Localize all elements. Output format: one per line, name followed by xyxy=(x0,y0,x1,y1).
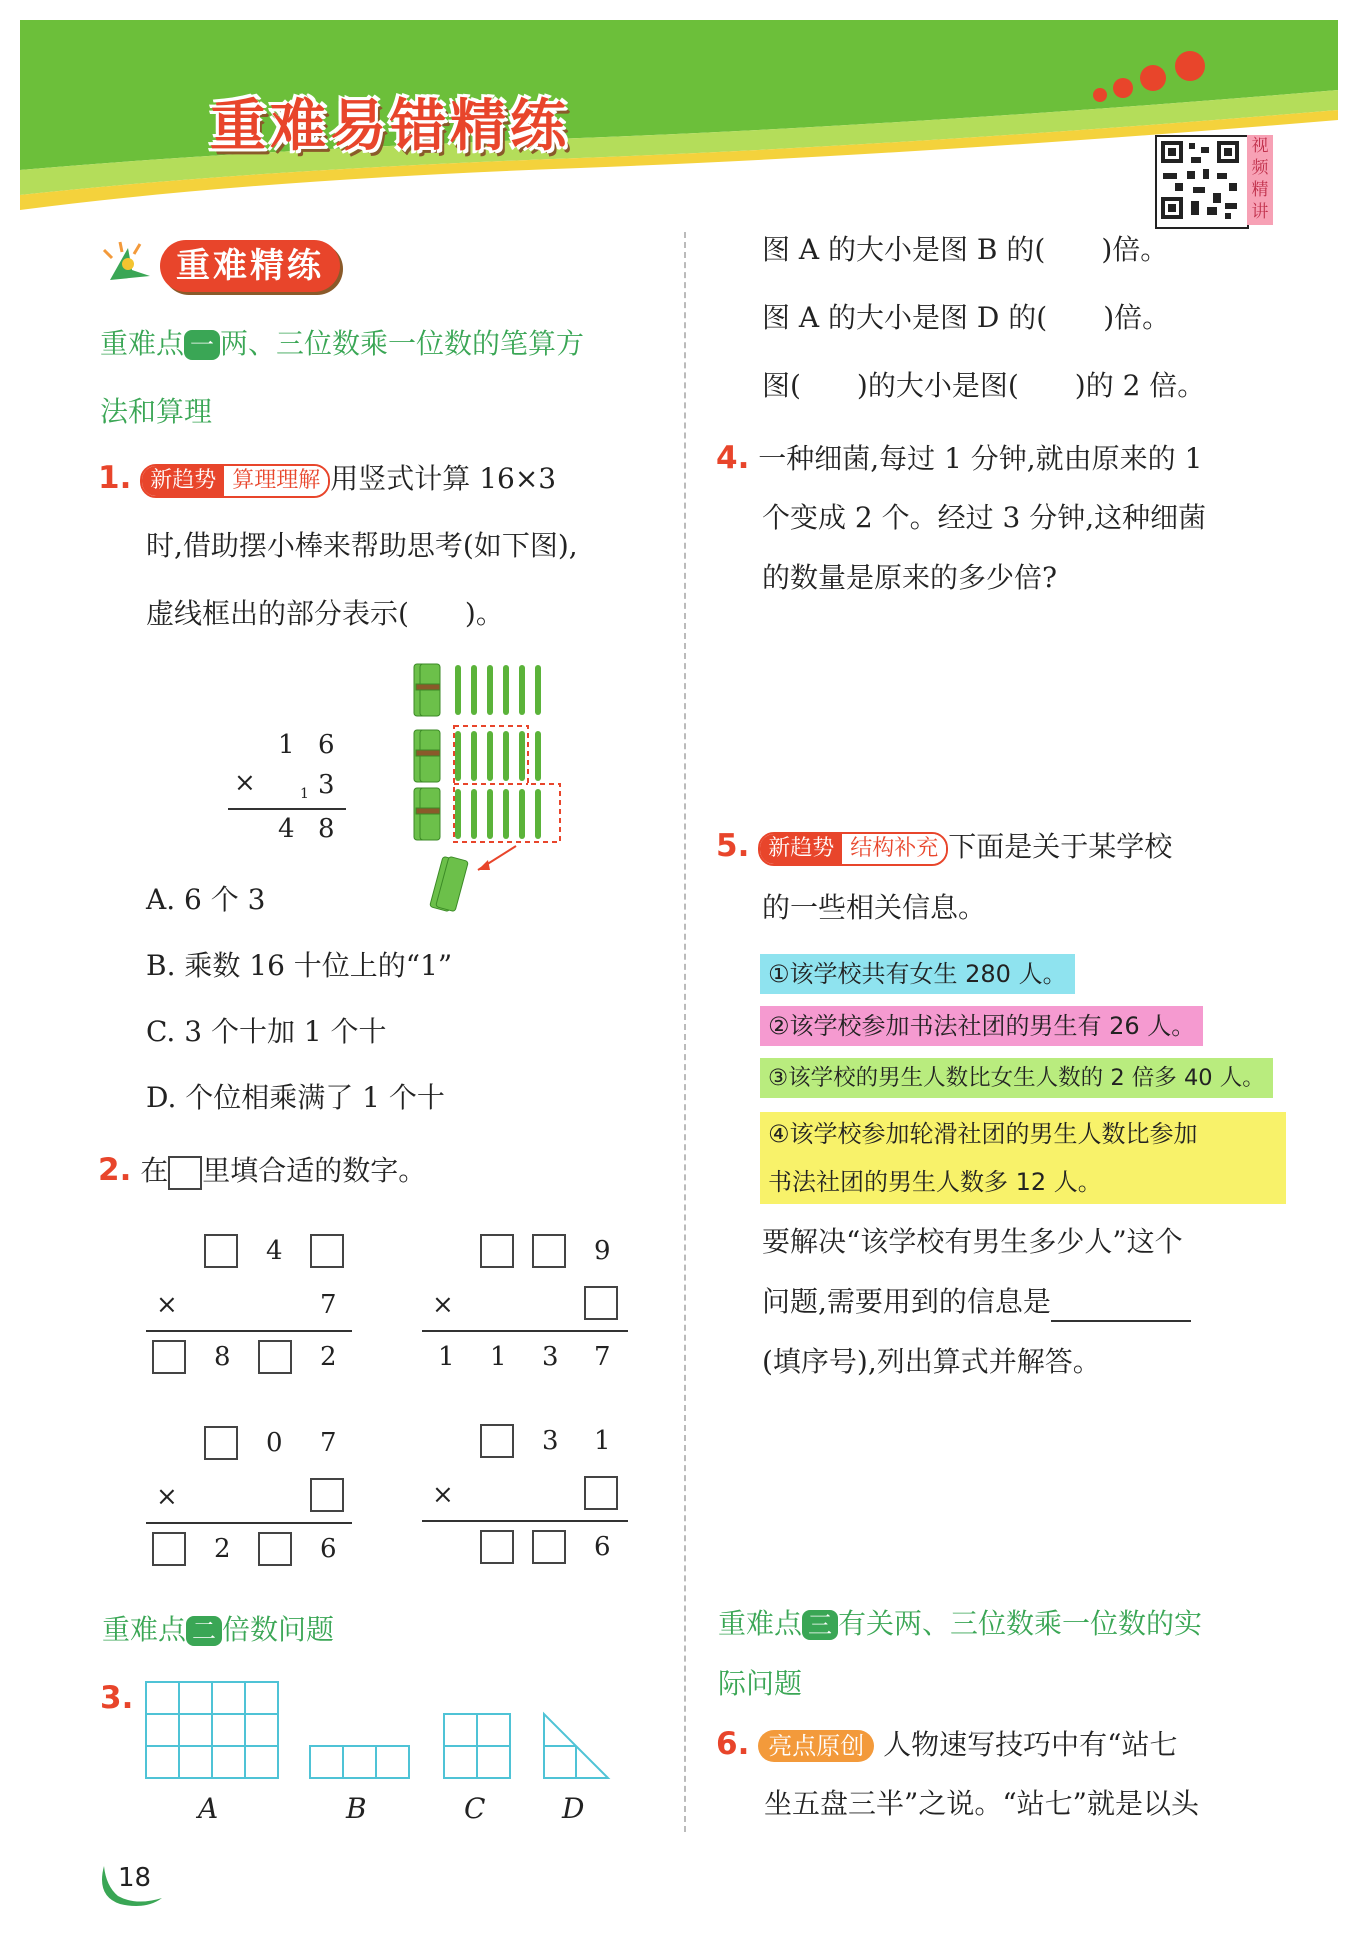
q2-prompt: 2. 在 里填合适的数字。 xyxy=(98,1152,427,1188)
sparkle-logo-icon xyxy=(100,240,156,292)
q1-option-d[interactable]: D. 个位相乘满了 1 个十 xyxy=(146,1081,445,1114)
blank-box[interactable] xyxy=(152,1532,186,1566)
section-badge: 重难精练 xyxy=(160,240,340,292)
blank-box[interactable] xyxy=(480,1234,514,1268)
topic1-number-badge: 一 xyxy=(184,330,220,360)
q4-line3: 的数量是原来的多少倍? xyxy=(762,561,1058,594)
q6-tag: 亮点原创 xyxy=(758,1730,874,1762)
q3-line2: 图 A 的大小是图 D 的( )倍。 xyxy=(762,301,1171,334)
blank-box[interactable] xyxy=(310,1234,344,1268)
page-number: 18 xyxy=(118,1863,152,1893)
q5-ask3: (填序号),列出算式并解答。 xyxy=(762,1345,1101,1378)
q3-label-d: D xyxy=(562,1792,585,1825)
blank-box[interactable] xyxy=(532,1234,566,1268)
q5-tag: 新趋势 结构补充 xyxy=(758,832,948,866)
q1-line1: 1. 新趋势 算理理解 用竖式计算 16×3 xyxy=(98,460,557,496)
q1-sticks-figure xyxy=(408,660,578,920)
sample-box-icon xyxy=(168,1156,202,1190)
q5-ask2: 问题,需要用到的信息是 xyxy=(762,1282,1191,1322)
q6-line2: 坐五盘三半”之说。“站七”就是以头 xyxy=(764,1787,1199,1820)
q3-line1: 图 A 的大小是图 B 的( )倍。 xyxy=(762,233,1169,266)
header-banner xyxy=(20,20,1338,210)
q5-info-3: ③该学校的男生人数比女生人数的 2 倍多 40 人。 xyxy=(760,1058,1273,1098)
q5-line1: 5. 新趋势 结构补充 下面是关于某学校 xyxy=(716,828,1173,864)
q4-line2: 个变成 2 个。经过 3 分钟,这种细菌 xyxy=(762,501,1207,534)
topic1-heading-line2: 法和算理 xyxy=(100,395,213,428)
qr-code-icon[interactable] xyxy=(1155,135,1249,229)
q1-option-c[interactable]: C. 3 个十加 1 个十 xyxy=(146,1015,387,1048)
topic3-heading: 重难点 三 有关两、三位数乘一位数的实 xyxy=(718,1607,1203,1640)
q3-number: 3. xyxy=(100,1680,134,1716)
blank-box[interactable] xyxy=(532,1530,566,1564)
topic2-heading: 重难点 二 倍数问题 xyxy=(102,1613,335,1646)
q1-tag: 新趋势 算理理解 xyxy=(140,464,330,498)
column-divider xyxy=(684,232,686,1832)
blank-box[interactable] xyxy=(204,1426,238,1460)
q1-line3: 虚线框出的部分表示( )。 xyxy=(146,597,504,630)
topic2-number-badge: 二 xyxy=(186,1616,222,1646)
q3-label-a: A xyxy=(198,1792,219,1825)
blank-box[interactable] xyxy=(480,1530,514,1564)
blank-box[interactable] xyxy=(584,1476,618,1510)
topic3-heading-line2: 际问题 xyxy=(718,1667,803,1700)
q5-info-4b: 书法社团的男生人数多 12 人。 xyxy=(768,1168,1102,1196)
q3-label-c: C xyxy=(464,1792,486,1825)
q5-info-4a: ④该学校参加轮滑社团的男生人数比参加 xyxy=(768,1120,1198,1148)
blank-box[interactable] xyxy=(310,1478,344,1512)
page-title: 重难易错精练 xyxy=(210,94,570,159)
q1-line2: 时,借助摆小棒来帮助思考(如下图), xyxy=(146,529,578,562)
q5-info-2: ②该学校参加书法社团的男生有 26 人。 xyxy=(760,1006,1203,1046)
blank-box[interactable] xyxy=(480,1424,514,1458)
q5-info-1: ①该学校共有女生 280 人。 xyxy=(760,954,1075,994)
topic3-number-badge: 三 xyxy=(802,1610,838,1640)
qr-label: 视频精讲 xyxy=(1247,135,1273,225)
q5-ask1: 要解决“该学校有男生多少人”这个 xyxy=(762,1225,1183,1258)
blank-box[interactable] xyxy=(258,1340,292,1374)
q4-line1: 4. 一种细菌,每过 1 分钟,就由原来的 1 xyxy=(716,440,1203,476)
q1-option-a[interactable]: A. 6 个 3 xyxy=(146,883,266,916)
q6-line1: 6. 亮点原创 人物速写技巧中有“站七 xyxy=(716,1726,1178,1762)
topic1-heading: 重难点 一 两、三位数乘一位数的笔算方 xyxy=(100,327,585,360)
blank-box[interactable] xyxy=(204,1234,238,1268)
blank-box[interactable] xyxy=(258,1532,292,1566)
blank-box[interactable] xyxy=(584,1286,618,1320)
q3-line3: 图( )的大小是图( )的 2 倍。 xyxy=(762,369,1206,402)
q3-grid-figures xyxy=(144,1680,614,1780)
q5-answer-line[interactable] xyxy=(1051,1290,1191,1322)
q5-line2: 的一些相关信息。 xyxy=(762,891,987,924)
blank-box[interactable] xyxy=(152,1340,186,1374)
q1-option-b[interactable]: B. 乘数 16 十位上的“1” xyxy=(146,949,453,982)
q3-label-b: B xyxy=(346,1792,367,1825)
